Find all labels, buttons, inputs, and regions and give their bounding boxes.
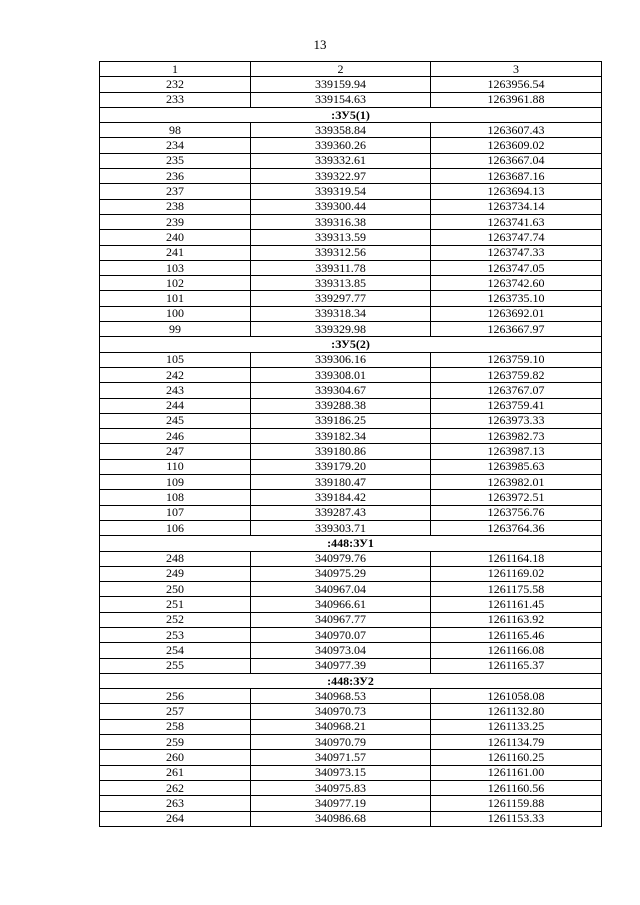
- point-number-cell: 260: [100, 750, 251, 765]
- point-number-cell: 236: [100, 169, 251, 184]
- y-coordinate-cell: 1261133.25: [431, 719, 602, 734]
- y-coordinate-cell: 1263741.63: [431, 214, 602, 229]
- y-coordinate-cell: 1263687.16: [431, 169, 602, 184]
- x-coordinate-cell: 339300.44: [251, 199, 431, 214]
- x-coordinate-cell: 339318.34: [251, 306, 431, 321]
- point-number-cell: 256: [100, 689, 251, 704]
- y-coordinate-cell: 1261166.08: [431, 643, 602, 658]
- table-row: [100, 398, 602, 413]
- point-number-cell: 250: [100, 582, 251, 597]
- x-coordinate-cell: 340975.83: [251, 780, 431, 795]
- point-number-cell: 247: [100, 444, 251, 459]
- point-number-cell: 263: [100, 796, 251, 811]
- table-row: [100, 276, 602, 291]
- y-coordinate-cell: 1263694.13: [431, 184, 602, 199]
- table-row: [100, 627, 602, 642]
- point-number-cell: 239: [100, 214, 251, 229]
- y-coordinate-cell: 1263987.13: [431, 444, 602, 459]
- table-row: [100, 138, 602, 153]
- point-number-cell: 242: [100, 367, 251, 382]
- x-coordinate-cell: 339180.86: [251, 444, 431, 459]
- y-coordinate-cell: 1261153.33: [431, 811, 602, 826]
- section-header-row: [100, 536, 602, 551]
- table-row: [100, 719, 602, 734]
- point-number-cell: 106: [100, 520, 251, 535]
- x-coordinate-cell: 340968.21: [251, 719, 431, 734]
- table-row: [100, 582, 602, 597]
- x-coordinate-cell: 339304.67: [251, 383, 431, 398]
- y-coordinate-cell: 1263961.88: [431, 92, 602, 107]
- y-coordinate-cell: 1263692.01: [431, 306, 602, 321]
- table-row: [100, 520, 602, 535]
- table-row: [100, 658, 602, 673]
- x-coordinate-cell: 339180.47: [251, 475, 431, 490]
- y-coordinate-cell: 1263985.63: [431, 459, 602, 474]
- y-coordinate-cell: 1263734.14: [431, 199, 602, 214]
- table-row: [100, 475, 602, 490]
- table-row: [100, 367, 602, 382]
- point-number-cell: 245: [100, 413, 251, 428]
- y-coordinate-cell: 1263759.41: [431, 398, 602, 413]
- column-header-1: 1: [100, 62, 251, 77]
- y-coordinate-cell: 1263747.05: [431, 260, 602, 275]
- point-number-cell: 232: [100, 77, 251, 92]
- table-row: [100, 505, 602, 520]
- table-row: [100, 429, 602, 444]
- x-coordinate-cell: 339316.38: [251, 214, 431, 229]
- table-row: [100, 459, 602, 474]
- point-number-cell: 101: [100, 291, 251, 306]
- x-coordinate-cell: 340970.73: [251, 704, 431, 719]
- point-number-cell: 98: [100, 123, 251, 138]
- point-number-cell: 252: [100, 612, 251, 627]
- x-coordinate-cell: 340973.04: [251, 643, 431, 658]
- point-number-cell: 246: [100, 429, 251, 444]
- y-coordinate-cell: 1263767.07: [431, 383, 602, 398]
- x-coordinate-cell: 340977.19: [251, 796, 431, 811]
- x-coordinate-cell: 339311.78: [251, 260, 431, 275]
- x-coordinate-cell: 340966.61: [251, 597, 431, 612]
- x-coordinate-cell: 340968.53: [251, 689, 431, 704]
- y-coordinate-cell: 1261163.92: [431, 612, 602, 627]
- x-coordinate-cell: 339288.38: [251, 398, 431, 413]
- x-coordinate-cell: 339319.54: [251, 184, 431, 199]
- y-coordinate-cell: 1261160.25: [431, 750, 602, 765]
- table-row: [100, 796, 602, 811]
- x-coordinate-cell: 339306.16: [251, 352, 431, 367]
- y-coordinate-cell: 1263747.74: [431, 230, 602, 245]
- table-row: [100, 291, 602, 306]
- x-coordinate-cell: 339358.84: [251, 123, 431, 138]
- point-number-cell: 248: [100, 551, 251, 566]
- column-header-3: 3: [431, 62, 602, 77]
- point-number-cell: 257: [100, 704, 251, 719]
- point-number-cell: 110: [100, 459, 251, 474]
- point-number-cell: 251: [100, 597, 251, 612]
- table-row: [100, 444, 602, 459]
- point-number-cell: 255: [100, 658, 251, 673]
- x-coordinate-cell: 339313.59: [251, 230, 431, 245]
- point-number-cell: 264: [100, 811, 251, 826]
- x-coordinate-cell: 339308.01: [251, 367, 431, 382]
- table-row: [100, 214, 602, 229]
- y-coordinate-cell: 1261164.18: [431, 551, 602, 566]
- table-row: [100, 780, 602, 795]
- table-row: [100, 77, 602, 92]
- y-coordinate-cell: 1261058.08: [431, 689, 602, 704]
- point-number-cell: 103: [100, 260, 251, 275]
- y-coordinate-cell: 1263972.51: [431, 490, 602, 505]
- table-row: [100, 199, 602, 214]
- point-number-cell: 109: [100, 475, 251, 490]
- point-number-cell: 240: [100, 230, 251, 245]
- table-row: [100, 245, 602, 260]
- y-coordinate-cell: 1263747.33: [431, 245, 602, 260]
- x-coordinate-cell: 340979.76: [251, 551, 431, 566]
- y-coordinate-cell: 1263667.97: [431, 322, 602, 337]
- point-number-cell: 238: [100, 199, 251, 214]
- y-coordinate-cell: 1263982.73: [431, 429, 602, 444]
- table-row: [100, 92, 602, 107]
- y-coordinate-cell: 1263956.54: [431, 77, 602, 92]
- point-number-cell: 108: [100, 490, 251, 505]
- x-coordinate-cell: 339154.63: [251, 92, 431, 107]
- x-coordinate-cell: 339297.77: [251, 291, 431, 306]
- table-row: [100, 811, 602, 826]
- x-coordinate-cell: 340971.57: [251, 750, 431, 765]
- point-number-cell: 243: [100, 383, 251, 398]
- table-row: [100, 230, 602, 245]
- x-coordinate-cell: 340975.29: [251, 566, 431, 581]
- table-header-row: [100, 62, 602, 77]
- x-coordinate-cell: 339312.56: [251, 245, 431, 260]
- table-row: [100, 490, 602, 505]
- x-coordinate-cell: 339182.34: [251, 429, 431, 444]
- x-coordinate-cell: 340967.77: [251, 612, 431, 627]
- table-row: [100, 169, 602, 184]
- y-coordinate-cell: 1263764.36: [431, 520, 602, 535]
- x-coordinate-cell: 339303.71: [251, 520, 431, 535]
- table-row: [100, 612, 602, 627]
- point-number-cell: 233: [100, 92, 251, 107]
- x-coordinate-cell: 339159.94: [251, 77, 431, 92]
- point-number-cell: 235: [100, 153, 251, 168]
- x-coordinate-cell: 339360.26: [251, 138, 431, 153]
- table-row: [100, 566, 602, 581]
- y-coordinate-cell: 1263759.82: [431, 367, 602, 382]
- coordinates-table-body: [100, 62, 602, 827]
- page-number: 13: [313, 37, 327, 52]
- y-coordinate-cell: 1263756.76: [431, 505, 602, 520]
- y-coordinate-cell: 1261160.56: [431, 780, 602, 795]
- y-coordinate-cell: 1263982.01: [431, 475, 602, 490]
- x-coordinate-cell: 340973.15: [251, 765, 431, 780]
- x-coordinate-cell: 340967.04: [251, 582, 431, 597]
- section-title: :ЗУ5(2): [100, 337, 602, 352]
- y-coordinate-cell: 1261161.00: [431, 765, 602, 780]
- y-coordinate-cell: 1261161.45: [431, 597, 602, 612]
- table-row: [100, 704, 602, 719]
- point-number-cell: 107: [100, 505, 251, 520]
- table-row: [100, 184, 602, 199]
- x-coordinate-cell: 339322.97: [251, 169, 431, 184]
- column-header-2: 2: [251, 62, 431, 77]
- table-row: [100, 689, 602, 704]
- point-number-cell: 253: [100, 627, 251, 642]
- section-title: :448:ЗУ2: [100, 673, 602, 688]
- point-number-cell: 234: [100, 138, 251, 153]
- y-coordinate-cell: 1261165.37: [431, 658, 602, 673]
- point-number-cell: 241: [100, 245, 251, 260]
- y-coordinate-cell: 1263759.10: [431, 352, 602, 367]
- point-number-cell: 237: [100, 184, 251, 199]
- point-number-cell: 254: [100, 643, 251, 658]
- table-row: [100, 383, 602, 398]
- x-coordinate-cell: 339184.42: [251, 490, 431, 505]
- coordinates-table: [99, 61, 602, 827]
- x-coordinate-cell: 340970.07: [251, 627, 431, 642]
- point-number-cell: 249: [100, 566, 251, 581]
- y-coordinate-cell: 1263735.10: [431, 291, 602, 306]
- table-row: [100, 643, 602, 658]
- section-title: :448:ЗУ1: [100, 536, 602, 551]
- point-number-cell: 244: [100, 398, 251, 413]
- table-row: [100, 551, 602, 566]
- table-row: [100, 306, 602, 321]
- x-coordinate-cell: 339179.20: [251, 459, 431, 474]
- y-coordinate-cell: 1263609.02: [431, 138, 602, 153]
- point-number-cell: 100: [100, 306, 251, 321]
- section-header-row: [100, 673, 602, 688]
- table-row: [100, 413, 602, 428]
- x-coordinate-cell: 340970.79: [251, 735, 431, 750]
- y-coordinate-cell: 1263607.43: [431, 123, 602, 138]
- y-coordinate-cell: 1261159.88: [431, 796, 602, 811]
- y-coordinate-cell: 1261175.58: [431, 582, 602, 597]
- table-row: [100, 123, 602, 138]
- table-row: [100, 750, 602, 765]
- x-coordinate-cell: 339329.98: [251, 322, 431, 337]
- point-number-cell: 99: [100, 322, 251, 337]
- y-coordinate-cell: 1261134.79: [431, 735, 602, 750]
- section-header-row: [100, 337, 602, 352]
- section-title: :ЗУ5(1): [100, 107, 602, 122]
- table-row: [100, 322, 602, 337]
- y-coordinate-cell: 1261165.46: [431, 627, 602, 642]
- x-coordinate-cell: 339287.43: [251, 505, 431, 520]
- y-coordinate-cell: 1263973.33: [431, 413, 602, 428]
- y-coordinate-cell: 1261169.02: [431, 566, 602, 581]
- table-row: [100, 597, 602, 612]
- x-coordinate-cell: 340986.68: [251, 811, 431, 826]
- x-coordinate-cell: 340977.39: [251, 658, 431, 673]
- table-row: [100, 260, 602, 275]
- section-header-row: [100, 107, 602, 122]
- y-coordinate-cell: 1263742.60: [431, 276, 602, 291]
- table-row: [100, 765, 602, 780]
- point-number-cell: 258: [100, 719, 251, 734]
- point-number-cell: 105: [100, 352, 251, 367]
- point-number-cell: 102: [100, 276, 251, 291]
- table-row: [100, 153, 602, 168]
- point-number-cell: 261: [100, 765, 251, 780]
- y-coordinate-cell: 1261132.80: [431, 704, 602, 719]
- y-coordinate-cell: 1263667.04: [431, 153, 602, 168]
- x-coordinate-cell: 339332.61: [251, 153, 431, 168]
- point-number-cell: 262: [100, 780, 251, 795]
- table-row: [100, 735, 602, 750]
- point-number-cell: 259: [100, 735, 251, 750]
- x-coordinate-cell: 339313.85: [251, 276, 431, 291]
- x-coordinate-cell: 339186.25: [251, 413, 431, 428]
- table-row: [100, 352, 602, 367]
